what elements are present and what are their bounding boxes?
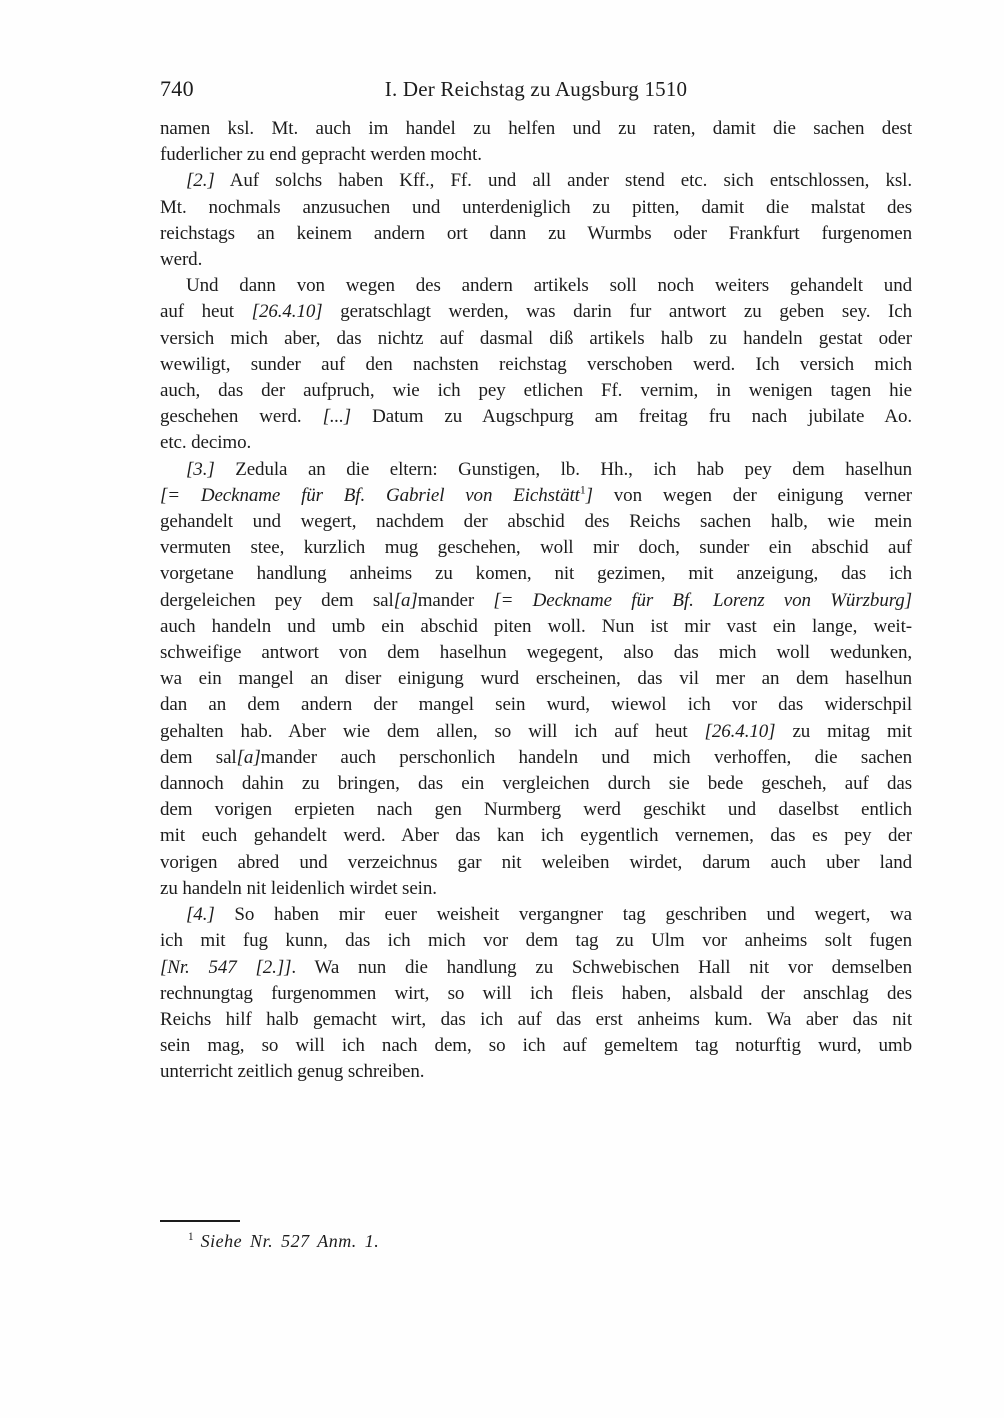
footnote	[160, 1229, 912, 1253]
paragraph	[160, 457, 912, 902]
text-line: [2.] Auf solchs haben Kff., Ff. und all ander stend etc. sich entschlossen, ksl.	[186, 170, 912, 192]
running-head: I. Der Reichstag zu Augsburg 1510	[384, 77, 688, 101]
text-line: geschehen werd. [...] Datum zu Augschpurg am freitag fru nach jubilate Ao.	[160, 406, 912, 428]
text-line: Reichs hilf halb gemacht wirt, das ich auf das erst anheims kum. Wa aber das nit	[160, 1008, 912, 1030]
text-line: dergeleichen pey dem sal[a]mander [= Deckname für Bf. Lorenz von Würzburg]	[160, 589, 912, 611]
text-line: Mt. nochmals anzusuchen und unterdeniglich zu pitten, damit die malstat des	[160, 196, 912, 218]
text-line: etc. decimo.	[160, 432, 252, 454]
text-line: dem sal[a]mander auch perschonlich handeln und mich verhoffen, die sachen	[160, 746, 912, 768]
text-line: vermuten stee, kurzlich mug geschehen, woll mir doch, sunder ein abschid auf	[160, 537, 912, 559]
text-line: rechnungtag furgenommen wirt, so will ich fleis haben, alsbald der anschlag des	[160, 982, 912, 1004]
text-line: auch handeln und umb ein abschid piten woll. Nun ist mir vast ein lange, weit-	[160, 615, 912, 637]
text-line: fuderlicher zu end gepracht werden mocht.	[160, 144, 482, 166]
text-line: dannoch dahin zu bringen, das ein vergleichen durch sie bede gescheh, auf das	[160, 773, 912, 795]
text-line: vorigen abred und verzeichnus gar nit weleiben wirdet, darum auch uber land	[160, 851, 912, 873]
page-header	[160, 76, 912, 104]
footnote-reference: 1	[579, 483, 586, 497]
text-line: werd.	[160, 249, 203, 271]
text-line: dan an dem andern der mangel sein wurd, wiewol ich vor das widerschpil	[160, 694, 912, 716]
text-line: auf heut [26.4.10] geratschlagt werden, was darin fur antwort zu geben sey. Ich	[160, 301, 912, 323]
text-line: [3.] Zedula an die eltern: Gunstigen, lb. Hh., ich hab pey dem haselhun	[186, 458, 912, 480]
text-line: unterricht zeitlich genug schreiben.	[160, 1061, 425, 1083]
text-line: mit euch gehandelt werd. Aber das kan ich eygentlich vernemen, das es pey der	[160, 825, 912, 847]
text-line: schweifige antwort von dem haselhun wegegent, also das mich woll wedunken,	[160, 642, 912, 664]
paragraph	[160, 273, 912, 456]
text-line: Und dann von wegen des andern artikels soll noch weiters gehandelt und	[186, 275, 912, 297]
text-line: [= Deckname für Bf. Gabriel von Eichstätt$^1$] von wegen der einigung verner	[160, 483, 913, 506]
text-line: wa ein mangel an diser einigung wurd erscheinen, das vil mer an dem haselhun	[160, 668, 912, 690]
text-line: [Nr. 547 [2.]]. Wa nun die handlung zu Schwebischen Hall nit vor demselben	[160, 956, 912, 978]
text-line: reichstags an keinem andern ort dann zu Wurmbs oder Frankfurt furgenomen	[160, 222, 912, 244]
text-line: ich mit fug kunn, das ich mich vor dem tag zu Ulm vor anheims solt fugen	[160, 930, 912, 952]
text-line: zu handeln nit leidenlich wirdet sein.	[160, 877, 437, 899]
text-line: [4.] So haben mir euer weisheit vergangner tag geschriben und wegert, wa	[186, 904, 912, 926]
paragraph	[160, 116, 912, 168]
paragraph	[160, 902, 912, 1085]
text-line: auch, das der aufpruch, wie ich pey etlichen Ff. vernim, in wenigen tagen hie	[160, 380, 912, 402]
text-line: gehalten hab. Aber wie dem allen, so will ich auf heut [26.4.10] zu mitag mit	[160, 720, 912, 742]
text-line: gehandelt und wegert, nachdem der abschid des Reichs sachen halb, wie mein	[160, 511, 912, 533]
footnote-text: Siehe Nr. 527 Anm. 1.	[200, 1231, 380, 1251]
text-line: versich mich aber, das nichtz auf dasmal diß artikels halb zu handeln gestat oder	[160, 327, 912, 349]
text-line: wewiligt, sunder auf den nachsten reichstag verschoben werd. Ich versich mich	[160, 353, 912, 375]
text-line: namen ksl. Mt. auch im handel zu helfen und zu raten, damit die sachen dest	[160, 118, 912, 139]
footnote-section	[160, 1220, 912, 1253]
body-text	[160, 116, 912, 1086]
paragraph	[160, 168, 912, 273]
footnote-rule	[160, 1220, 240, 1222]
footnote-marker: 1	[188, 1231, 194, 1243]
text-line: vorgetane handlung anheims zu komen, nit gezimen, mit anzeigung, das ich	[160, 563, 912, 585]
text-line: dem vorigen erpieten nach gen Nurmberg werd geschikt und daselbst entlich	[160, 799, 912, 821]
text-line: sein mag, so will ich nach dem, so ich auf gemeltem tag noturftig wurd, umb	[160, 1035, 912, 1057]
page-number: 740	[160, 76, 194, 101]
